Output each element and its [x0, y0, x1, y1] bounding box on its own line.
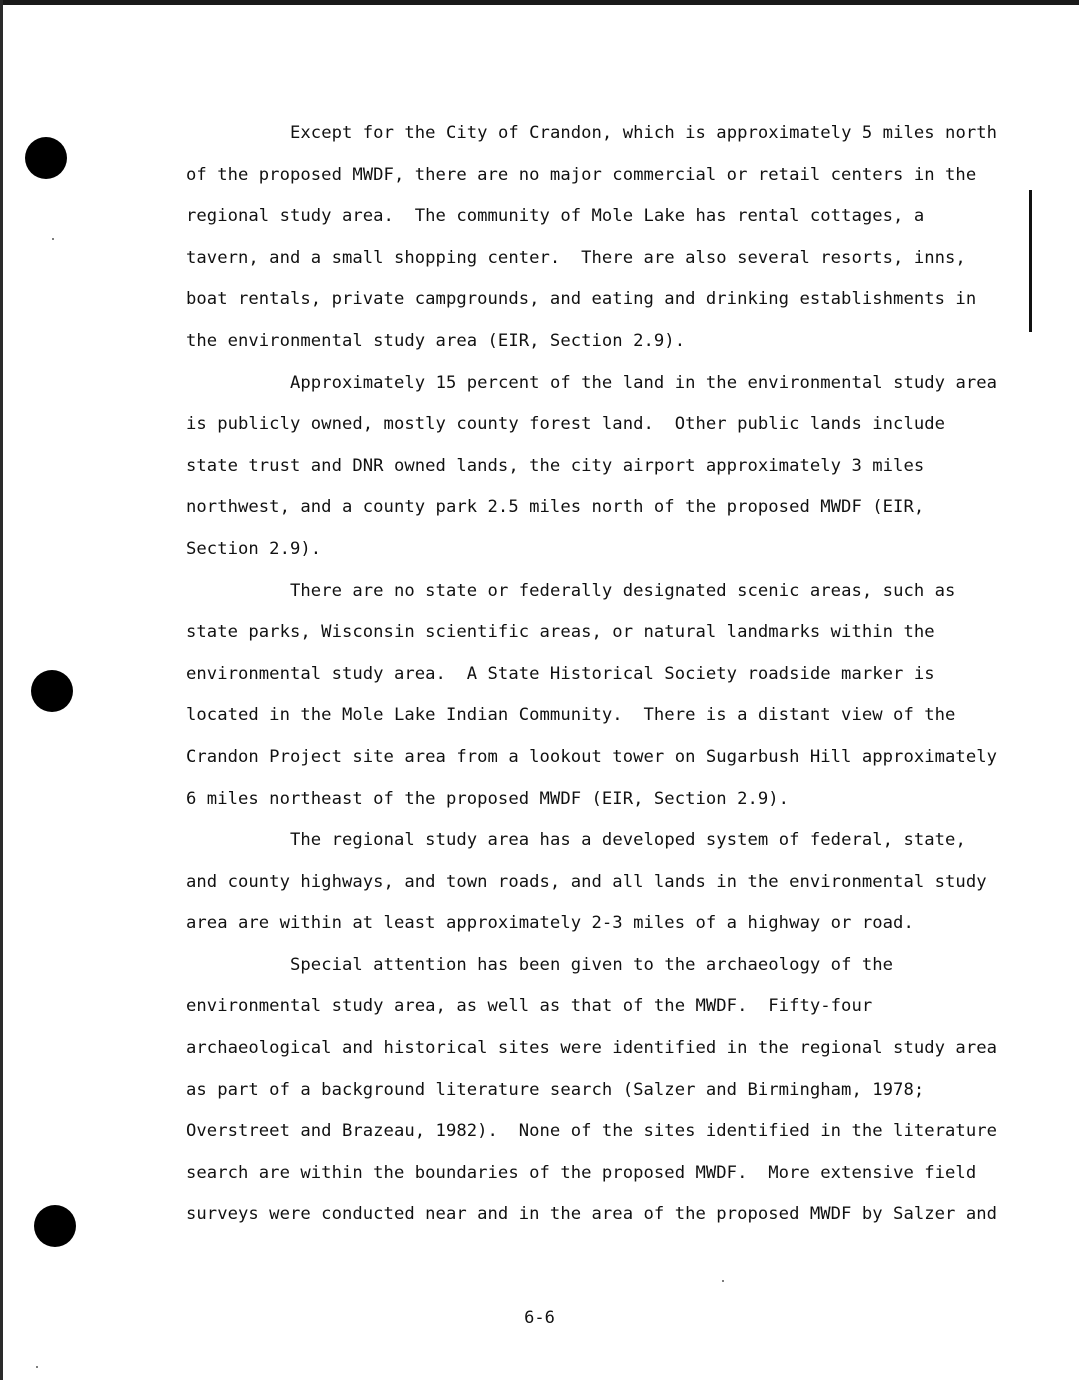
text-line: regional study area. The community of Mole Lake has rental cottages, a	[186, 206, 925, 227]
punch-hole	[25, 137, 67, 179]
scan-edge-left	[0, 0, 3, 1380]
text-line: There are no state or federally designated scenic areas, such as	[290, 580, 956, 601]
text-line: and county highways, and town roads, and all lands in the environmental study	[186, 871, 987, 892]
paragraph	[186, 571, 1016, 821]
text-line: of the proposed MWDF, there are no major commercial or retail centers in the	[186, 164, 977, 185]
punch-hole	[34, 1205, 76, 1247]
paragraph	[186, 363, 1016, 571]
text-line: archaeological and historical sites were identified in the regional study area	[186, 1038, 998, 1059]
text-line: Special attention has been given to the archaeology of the	[290, 954, 894, 975]
text-line: Crandon Project site area from a lookout tower on Sugarbush Hill approximately	[186, 746, 998, 767]
text-line: 6 miles northeast of the proposed MWDF (EIR, Section 2.9).	[186, 788, 790, 809]
text-line: as part of a background literature search (Salzer and Birmingham, 1978;	[186, 1079, 925, 1100]
text-line: Except for the City of Crandon, which is approximately 5 miles north	[290, 123, 998, 143]
text-line: boat rentals, private campgrounds, and eating and drinking establishments in	[186, 289, 977, 310]
revision-bar	[1029, 190, 1032, 332]
text-line: the environmental study area (EIR, Section 2.9).	[186, 330, 686, 351]
text-line: Overstreet and Brazeau, 1982). None of the sites identified in the literature	[186, 1121, 998, 1142]
paragraph	[186, 113, 1016, 363]
text-line: Section 2.9).	[186, 538, 322, 559]
text-line: is publicly owned, mostly county forest land. Other public lands include	[186, 414, 946, 435]
text-line: state trust and DNR owned lands, the city airport approximately 3 miles	[186, 455, 925, 476]
scan-speck	[52, 238, 54, 240]
text-line: located in the Mole Lake Indian Community. There is a distant view of the	[186, 705, 956, 726]
text-line: area are within at least approximately 2-3 miles of a highway or road.	[186, 913, 914, 934]
text-line: tavern, and a small shopping center. There are also several resorts, inns,	[186, 247, 966, 268]
scan-speck	[722, 1280, 724, 1282]
scan-speck	[36, 1366, 38, 1368]
scan-edge-top	[0, 0, 1079, 5]
paragraph	[186, 945, 1016, 1236]
text-line: environmental study area, as well as that of the MWDF. Fifty-four	[186, 996, 873, 1017]
paragraph	[186, 820, 1016, 945]
text-line: surveys were conducted near and in the area of the proposed MWDF by Salzer and	[186, 1204, 998, 1225]
text-line: Approximately 15 percent of the land in the environmental study area	[290, 372, 998, 393]
punch-hole	[31, 670, 73, 712]
body-text	[186, 113, 1016, 1236]
text-line: environmental study area. A State Historical Society roadside marker is	[186, 663, 935, 684]
text-line: northwest, and a county park 2.5 miles north of the proposed MWDF (EIR,	[186, 497, 925, 518]
text-line: state parks, Wisconsin scientific areas, or natural landmarks within the	[186, 622, 935, 643]
text-line: The regional study area has a developed system of federal, state,	[290, 830, 966, 851]
page-number: 6-6	[524, 1308, 555, 1328]
text-line: search are within the boundaries of the proposed MWDF. More extensive field	[186, 1162, 977, 1183]
